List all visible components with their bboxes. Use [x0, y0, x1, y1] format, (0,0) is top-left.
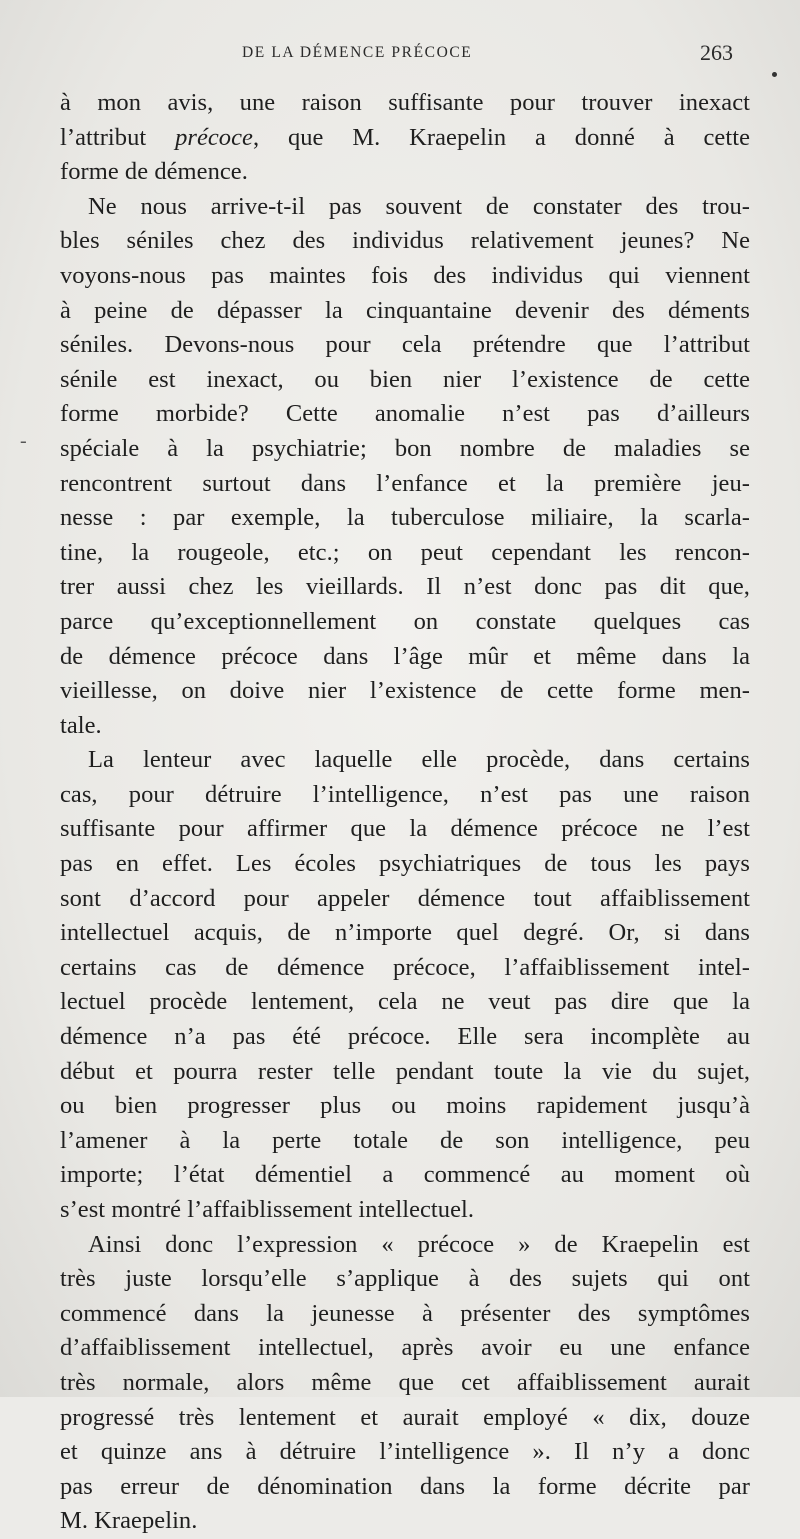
text-line: de démence précoce dans l’âge mûr et même dans la	[60, 642, 750, 670]
text-line: à peine de dépasser la cinquantaine devenir des déments	[60, 296, 750, 324]
text-line: spéciale à la psychiatrie; bon nombre de maladies se	[60, 434, 750, 462]
paragraph-first-line: La lenteur avec laquelle elle procède, dans certains	[88, 746, 750, 774]
text-line: progressé très lentement et aurait employé « dix, douze	[60, 1403, 750, 1431]
text-line: sont d’accord pour appeler démence tout affaiblissement	[60, 884, 750, 912]
text-line: forme morbide? Cette anomalie n’est pas d’ailleurs	[60, 400, 750, 428]
text-line: forme de démence.	[60, 158, 248, 186]
text-line: certains cas de démence précoce, l’affaiblissement intel-	[60, 953, 750, 981]
text-line: très juste lorsqu’elle s’applique à des sujets qui ont	[60, 1265, 750, 1293]
text-line: démence n’a pas été précoce. Elle sera incomplète au	[60, 1023, 750, 1051]
text-line: trer aussi chez les vieillards. Il n’est donc pas dit que,	[60, 573, 750, 601]
text-line: bles séniles chez des individus relativement jeunes? Ne	[60, 227, 750, 255]
text-line: début et pourra rester telle pendant toute la vie du sujet,	[60, 1057, 750, 1085]
text-line: pas en effet. Les écoles psychiatriques de tous les pays	[60, 850, 750, 878]
text-line: intellectuel acquis, de n’importe quel degré. Or, si dans	[60, 919, 750, 947]
text-line: très normale, alors même que cet affaiblissement aurait	[60, 1368, 750, 1396]
text-line: parce qu’exceptionnellement on constate quelques cas	[60, 607, 750, 635]
text-line: rencontrent surtout dans l’enfance et la première jeu-	[60, 469, 750, 497]
text-line: importe; l’état démentiel a commencé au moment où	[60, 1161, 750, 1189]
text-line: cas, pour détruire l’intelligence, n’est pas une raison	[60, 780, 750, 808]
italic-term: précoce	[175, 123, 253, 151]
body-text	[60, 86, 750, 1539]
text-line: l’amener à la perte totale de son intelligence, peu	[60, 1126, 750, 1154]
text-line: à mon avis, une raison suffisante pour trouver inexact	[60, 89, 750, 116]
text-line: séniles. Devons-nous pour cela prétendre que l’attribut	[60, 331, 750, 359]
running-title: DE LA DÉMENCE PRÉCOCE	[242, 44, 473, 61]
text-line: vieillesse, on doive nier l’existence de cette forme men-	[60, 677, 750, 705]
text-line: d’affaiblissement intellectuel, après avoir eu une enfance	[60, 1334, 750, 1362]
paragraph-first-line: Ne nous arrive-t-il pas souvent de constater des trou-	[88, 192, 750, 220]
text-line: et quinze ans à détruire l’intelligence ». Il n’y a donc	[60, 1438, 750, 1466]
text-line: s’est montré l’affaiblissement intellectuel.	[60, 1196, 475, 1223]
text-line: M. Kraepelin.	[60, 1507, 198, 1535]
text-line: ou bien progresser plus ou moins rapidement jusqu’à	[60, 1092, 750, 1120]
text-line: sénile est inexact, ou bien nier l’existence de cette	[60, 365, 750, 393]
page-number: 263	[700, 40, 733, 65]
text-line: pas erreur de dénomination dans la forme décrite par	[60, 1472, 750, 1500]
text-line: tale.	[60, 711, 102, 739]
text-line: voyons-nous pas maintes fois des individus qui viennent	[60, 261, 750, 289]
text-line: nesse : par exemple, la tuberculose miliaire, la scarla-	[60, 504, 750, 532]
text-line: commencé dans la jeunesse à présenter des symptômes	[60, 1299, 750, 1327]
paragraph-first-line: Ainsi donc l’expression « précoce » de Kraepelin est	[88, 1230, 750, 1258]
text-segment: , que M. Kraepelin a donné à cette	[252, 123, 750, 151]
text-line: lectuel procède lentement, cela ne veut pas dire que la	[60, 988, 750, 1016]
text-line	[60, 121, 750, 156]
margin-mark: -	[20, 430, 27, 452]
text-segment: l’attribut	[60, 123, 176, 151]
text-line: tine, la rougeole, etc.; on peut cependant les rencon-	[60, 538, 750, 566]
ink-dot	[772, 72, 777, 77]
text-line: suffisante pour affirmer que la démence précoce ne l’est	[60, 815, 750, 843]
